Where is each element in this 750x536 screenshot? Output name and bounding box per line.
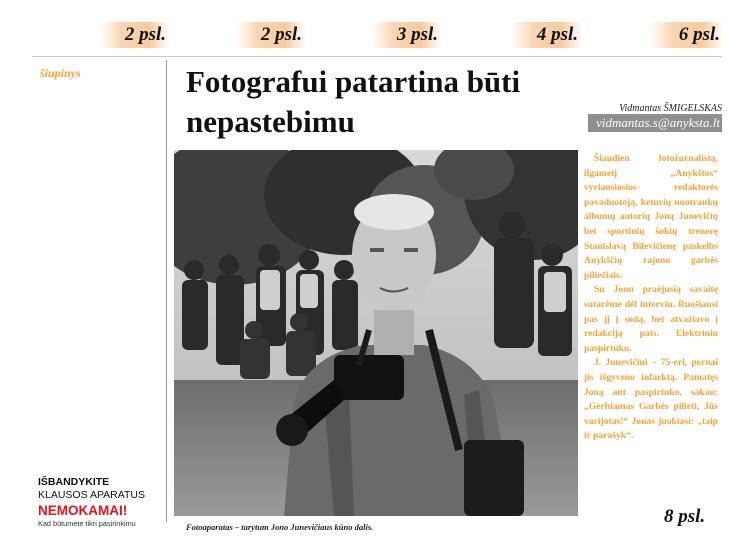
- hearing-aid-ad[interactable]: [38, 476, 164, 529]
- ad-tagline: Kad būtumėte tikri pasirinkimu: [38, 519, 136, 528]
- article-paragraph-3: J. Junevičiui – 75-eri, pernai jis išgyveno infarktą. Pamatęs Joną ant paspirtuko, sakau: „Gerbiamas Garbės pilieti, Jūs varijotas!“ Jonas juokiasi: „taip ir parašyk“.: [584, 357, 718, 442]
- article-paragraph-2: Su Jonu praėjusią savaitę sutarėme dėl interviu. Ruošiausi pas jį į sodą, bet atvažiavo į redakciją pats. Elektriniu paspirtuku.: [584, 284, 718, 354]
- article-author: Vidmantas ŠMIGELSKAS: [619, 103, 722, 114]
- page-ref-link-1[interactable]: 2 psl.: [100, 22, 170, 48]
- page-ref-link-5[interactable]: 6 psl.: [650, 22, 724, 48]
- page-reference-bar: [0, 0, 750, 58]
- column-divider: [166, 60, 167, 522]
- ad-free-label: NEMOKAMAI!: [38, 503, 128, 518]
- article-headline: Fotografui patartina būti nepastebimu: [186, 64, 521, 139]
- article-photo: [174, 150, 578, 516]
- article-body: [584, 152, 718, 444]
- section-tag: šiupinys: [40, 66, 81, 80]
- page-ref-link-bottom[interactable]: 8 psl.: [664, 506, 706, 527]
- ad-subheadline: KLAUSOS APARATUS: [38, 489, 145, 501]
- ad-headline: IŠBANDYKITE: [38, 476, 110, 488]
- header-divider: [32, 56, 722, 57]
- photo-caption: Fotoaparatas – tarytum Jono Junevičiaus kūno dalis.: [186, 522, 374, 532]
- article-paragraph-1: Šiaudien fotožurnalistą, ilgametį „Anykštos“ vyriausiosios redaktorės pavaduotoją, keturių nuotraukų albumų autorių Joną Junevičių bei sportinių šokių trenerę Stanislavą Bilevičienę paskelbs Anykščių rajono garbės piliečiais.: [584, 153, 718, 281]
- page-ref-link-2[interactable]: 2 psl.: [236, 22, 306, 48]
- author-email[interactable]: vidmantas.s@anyksta.lt: [588, 114, 722, 132]
- page-ref-link-3[interactable]: 3 psl.: [372, 22, 442, 48]
- page-ref-link-4[interactable]: 4 psl.: [512, 22, 582, 48]
